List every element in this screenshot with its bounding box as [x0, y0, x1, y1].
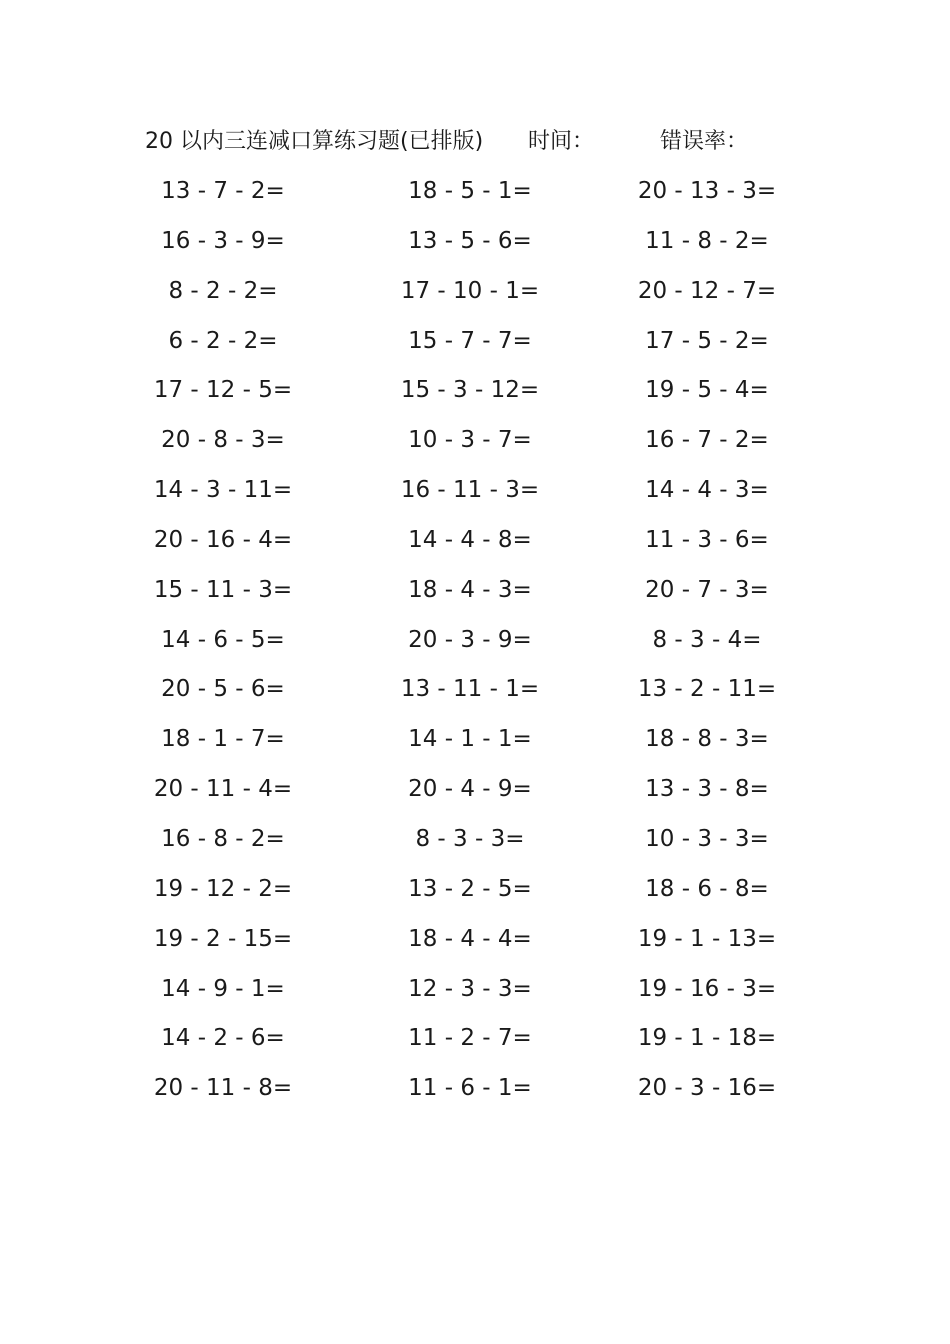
problem-cell: 11 - 8 - 2= [645, 227, 769, 254]
problem-row [0, 919, 950, 969]
problem-cell: 16 - 8 - 2= [161, 825, 285, 852]
problem-cell: 15 - 3 - 12= [400, 377, 540, 404]
problem-cell: 15 - 7 - 7= [408, 327, 532, 354]
problem-row [0, 470, 950, 520]
problem-cell: 14 - 1 - 1= [408, 726, 532, 753]
problem-row [0, 819, 950, 869]
problem-cell: 19 - 1 - 18= [637, 1025, 777, 1052]
problem-row [0, 969, 950, 1019]
problem-row [0, 669, 950, 719]
problem-cell: 14 - 4 - 8= [408, 526, 532, 553]
problem-cell: 17 - 10 - 1= [400, 277, 540, 304]
problem-cell: 20 - 3 - 16= [637, 1075, 777, 1102]
problem-cell: 20 - 8 - 3= [161, 427, 285, 454]
problem-cell: 13 - 3 - 8= [645, 776, 769, 803]
problem-cell: 13 - 11 - 1= [400, 676, 540, 703]
worksheet-title: 20 以内三连减口算练习题(已排版) [145, 129, 484, 154]
problem-row [0, 321, 950, 371]
problem-cell: 13 - 2 - 5= [408, 875, 532, 902]
problem-cell: 20 - 11 - 4= [153, 776, 293, 803]
problem-cell: 16 - 3 - 9= [161, 227, 285, 254]
problem-row [0, 221, 950, 271]
problem-cell: 11 - 3 - 6= [645, 526, 769, 553]
problem-row [0, 570, 950, 620]
problem-cell: 20 - 11 - 8= [153, 1075, 293, 1102]
problem-cell: 10 - 3 - 3= [645, 825, 769, 852]
problem-cell: 20 - 13 - 3= [637, 178, 777, 204]
problem-row [0, 420, 950, 470]
problem-cell: 20 - 7 - 3= [645, 576, 769, 603]
problem-cell: 16 - 7 - 2= [645, 427, 769, 454]
problem-cell: 17 - 5 - 2= [645, 327, 769, 354]
problem-row [0, 520, 950, 570]
problem-cell: 18 - 1 - 7= [161, 726, 285, 753]
problem-grid [0, 171, 950, 1118]
problem-cell: 20 - 3 - 9= [408, 626, 532, 653]
problem-cell: 20 - 5 - 6= [161, 676, 285, 703]
problem-row [0, 1068, 950, 1118]
problem-cell: 20 - 4 - 9= [408, 776, 532, 803]
problem-row [0, 271, 950, 321]
problem-row [0, 370, 950, 420]
problem-cell: 19 - 1 - 13= [637, 925, 777, 952]
problem-cell: 20 - 16 - 4= [153, 526, 293, 553]
problem-cell: 19 - 2 - 15= [153, 925, 293, 952]
problem-row [0, 719, 950, 769]
problem-cell: 13 - 5 - 6= [408, 227, 532, 254]
problem-cell: 8 - 3 - 4= [652, 626, 762, 653]
problem-cell: 11 - 6 - 1= [408, 1075, 532, 1102]
problem-cell: 18 - 5 - 1= [408, 178, 532, 204]
problem-cell: 19 - 12 - 2= [153, 875, 293, 902]
problem-cell: 11 - 2 - 7= [408, 1025, 532, 1052]
problem-cell: 18 - 8 - 3= [645, 726, 769, 753]
problem-row [0, 620, 950, 670]
problem-cell: 16 - 11 - 3= [400, 477, 540, 504]
problem-cell: 19 - 16 - 3= [637, 975, 777, 1002]
problem-cell: 18 - 4 - 4= [408, 925, 532, 952]
problem-row [0, 1018, 950, 1068]
problem-cell: 10 - 3 - 7= [408, 427, 532, 454]
problem-cell: 15 - 11 - 3= [153, 576, 293, 603]
error-rate-label: 错误率： [660, 129, 749, 154]
problem-cell: 14 - 2 - 6= [161, 1025, 285, 1052]
time-label: 时间： [528, 129, 595, 154]
problem-row [0, 769, 950, 819]
problem-cell: 8 - 3 - 3= [415, 825, 525, 852]
worksheet-header [0, 124, 950, 160]
problem-cell: 19 - 5 - 4= [645, 377, 769, 404]
problem-cell: 12 - 3 - 3= [408, 975, 532, 1002]
problem-row [0, 171, 950, 221]
problem-cell: 14 - 6 - 5= [161, 626, 285, 653]
problem-cell: 13 - 2 - 11= [637, 676, 777, 703]
problem-cell: 20 - 12 - 7= [637, 277, 777, 304]
problem-cell: 18 - 4 - 3= [408, 576, 532, 603]
problem-cell: 13 - 7 - 2= [161, 178, 285, 204]
problem-cell: 14 - 3 - 11= [153, 477, 293, 504]
problem-cell: 8 - 2 - 2= [168, 277, 278, 304]
problem-cell: 14 - 9 - 1= [161, 975, 285, 1002]
problem-cell: 18 - 6 - 8= [645, 875, 769, 902]
problem-cell: 6 - 2 - 2= [168, 327, 278, 354]
problem-cell: 17 - 12 - 5= [153, 377, 293, 404]
problem-row [0, 869, 950, 919]
problem-cell: 14 - 4 - 3= [645, 477, 769, 504]
